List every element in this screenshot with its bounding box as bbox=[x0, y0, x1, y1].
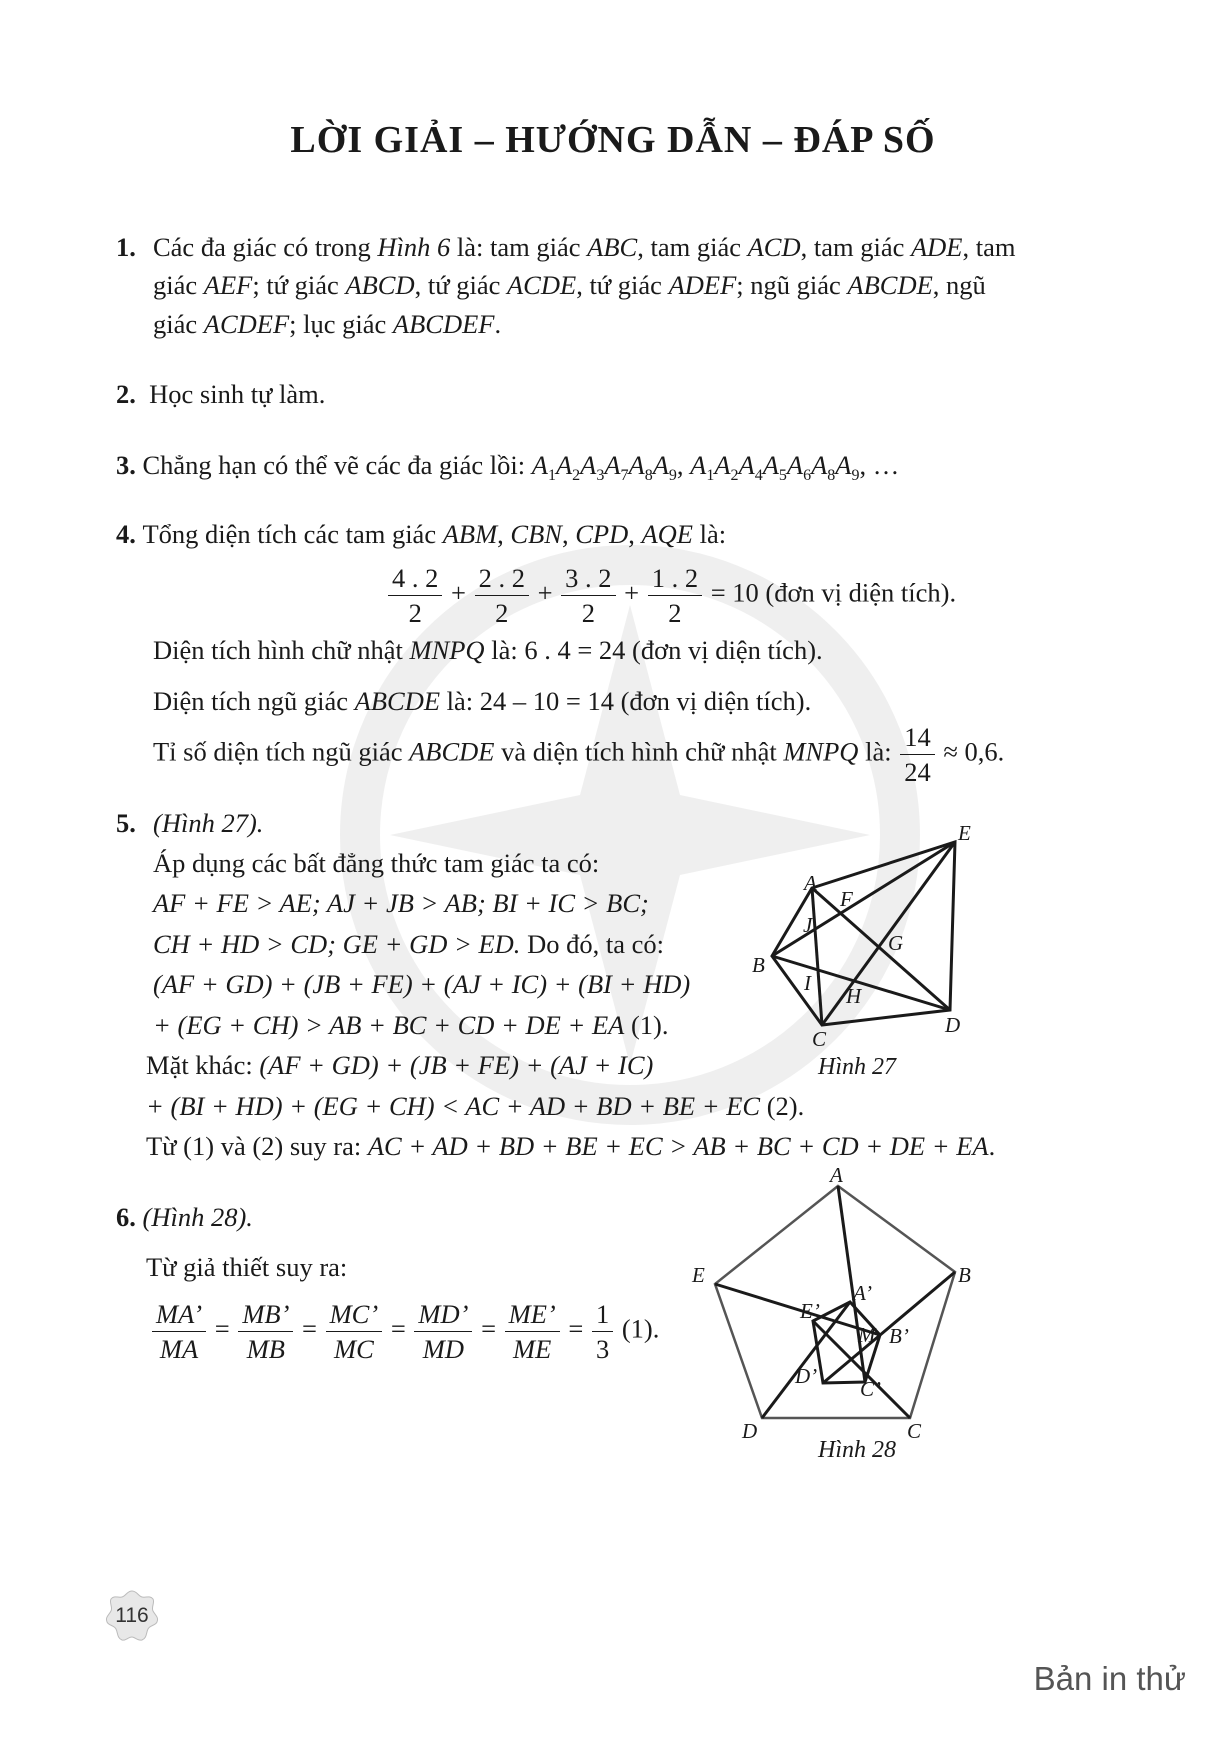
problem-5-line-3: AF + FE > AE; AJ + JB > AB; BI + IC > BC; bbox=[153, 888, 649, 918]
svg-text:D: D bbox=[742, 1419, 758, 1443]
area-sum-equation: $\frac{4 . 2}{2}$ + $\frac{2 . 2}{2}$ + $\frac{3 . 2}{2}$ + $\frac{1 . 2}{2}$ = 10 (đơn vị diện tích). bbox=[386, 561, 956, 630]
svg-text:B: B bbox=[958, 1263, 971, 1287]
polygon-sequences: $A_1A_2A_3A_7A_8A_9$, $A_1A_2A_4A_5A_6A_8A_9$, … bbox=[531, 450, 900, 484]
problem-4-line-3: Diện tích hình chữ nhật MNPQ là: 6 . 4 = 24 (đơn vị diện tích). bbox=[153, 635, 823, 665]
problem-4-line-4: Diện tích ngũ giác ABCDE là: 24 – 10 = 14 (đơn vị diện tích). bbox=[153, 686, 812, 716]
problem-5-line-2: Áp dụng các bất đẳng thức tam giác ta có: bbox=[153, 848, 600, 878]
problem-2: 2. Học sinh tự làm. bbox=[116, 379, 326, 409]
svg-text:C’: C’ bbox=[860, 1377, 881, 1401]
svg-text:I: I bbox=[804, 971, 811, 995]
svg-text:E’: E’ bbox=[800, 1299, 820, 1323]
svg-text:B’: B’ bbox=[889, 1324, 909, 1348]
svg-text:B: B bbox=[752, 953, 765, 977]
svg-text:F: F bbox=[840, 887, 853, 911]
svg-text:E: E bbox=[692, 1263, 705, 1287]
problem-5-line-7: Mặt khác: (AF + GD) + (JB + FE) + (AJ + IC) bbox=[146, 1050, 654, 1080]
problem-5-number: 5. bbox=[116, 808, 136, 838]
svg-text:G: G bbox=[888, 931, 904, 955]
page-number: 116 bbox=[115, 1604, 149, 1627]
problem-6-line-2: Từ giả thiết suy ra: bbox=[146, 1252, 348, 1282]
svg-text:A: A bbox=[830, 1163, 843, 1187]
problem-1-number: 1. bbox=[116, 232, 136, 262]
problem-5-line-8: + (BI + HD) + (EG + CH) < AC + AD + BD + BE + EC (2). bbox=[146, 1091, 805, 1121]
svg-text:D: D bbox=[945, 1013, 961, 1037]
ratio-equation: $\frac{MA’}{MA}$ = $\frac{MB’}{MB}$ = $\frac{MC’}{MC}$ = $\frac{MD’}{MD}$ = $\frac{ME’}{ME}$ = $\frac{1}{3}$ (1). bbox=[150, 1297, 659, 1366]
polygon-seq-2: $A_1A_2A_4A_5A_6A_8A_9$ bbox=[690, 450, 860, 484]
problem-6-line-1: 6. (Hình 28). bbox=[116, 1202, 253, 1232]
problem-1-line-1: Các đa giác có trong Hình 6 là: tam giác ABC, tam giác ACD, tam giác ADE, tam bbox=[153, 232, 1016, 262]
problem-5-line-6: + (EG + CH) > AB + BC + CD + DE + EA (1). bbox=[153, 1010, 669, 1040]
svg-text:E: E bbox=[958, 821, 971, 845]
figure-28 bbox=[690, 1160, 990, 1450]
svg-text:C: C bbox=[907, 1419, 922, 1443]
svg-text:M: M bbox=[858, 1323, 876, 1347]
svg-text:H: H bbox=[846, 984, 862, 1008]
figure-27-caption: Hình 27 bbox=[818, 1054, 896, 1080]
svg-text:A: A bbox=[804, 871, 817, 895]
svg-text:J: J bbox=[803, 913, 813, 937]
page-title: LỜI GIẢI – HƯỚNG DẪN – ĐÁP SỐ bbox=[290, 119, 936, 161]
svg-text:C: C bbox=[812, 1027, 827, 1050]
figure-28-caption: Hình 28 bbox=[818, 1437, 896, 1463]
svg-text:A’: A’ bbox=[853, 1281, 873, 1305]
problem-1-line-3: giác ACDEF; lục giác ABCDEF. bbox=[153, 309, 502, 339]
svg-text:D’: D’ bbox=[795, 1364, 818, 1388]
figure-27 bbox=[740, 810, 1040, 1050]
problem-5-line-9: Từ (1) và (2) suy ra: AC + AD + BD + BE + EC > AB + BC + CD + DE + EA. bbox=[146, 1131, 996, 1161]
draft-stamp: Bản in thử bbox=[1033, 1660, 1186, 1697]
problem-5-line-1: (Hình 27). bbox=[153, 808, 264, 838]
problem-1-line-2: giác AEF; tứ giác ABCD, tứ giác ACDE, tứ giác ADEF; ngũ giác ABCDE, ngũ bbox=[153, 270, 986, 300]
problem-5-line-4: CH + HD > CD; GE + GD > ED. Do đó, ta có: bbox=[153, 929, 664, 959]
problem-5-line-5: (AF + GD) + (JB + FE) + (AJ + IC) + (BI + HD) bbox=[153, 969, 691, 999]
problem-3: 3. Chẳng hạn có thể vẽ các đa giác lồi: $A_1A_2A_3A_7A_8A_9$, $A_1A_2A_4A_5A_6A_8A_9$, … bbox=[116, 450, 900, 484]
problem-4-line-1: 4. Tổng diện tích các tam giác ABM, CBN, CPD, AQE là: bbox=[116, 519, 727, 549]
polygon-seq-1: $A_1A_2A_3A_7A_8A_9$ bbox=[531, 450, 677, 484]
problem-4-line-5: Tỉ số diện tích ngũ giác ABCDE và diện tích hình chữ nhật MNPQ là: $\frac{14}{24}$ ≈ 0,6. bbox=[153, 722, 1005, 787]
